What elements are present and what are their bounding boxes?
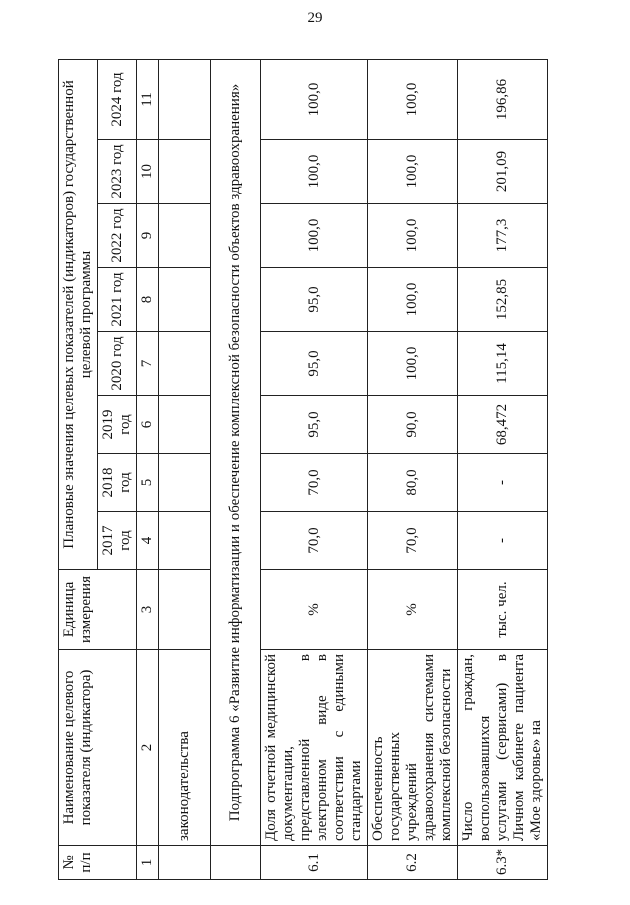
header-year: 2024 год	[98, 59, 137, 139]
subprogram-row	[211, 59, 261, 879]
row-name: Обеспеченность государственных учреждений здравоохранения системами комплексной безопасности	[368, 650, 458, 846]
index-cell: 1	[137, 846, 159, 880]
index-cell: 10	[137, 140, 159, 204]
rotated-table-container	[58, 60, 608, 880]
table-row	[261, 59, 368, 879]
row-value: 70,0	[368, 512, 458, 570]
index-cell: 4	[137, 512, 159, 570]
table-row	[368, 59, 458, 879]
row-value: -	[458, 512, 548, 570]
row-value: 201,09	[458, 140, 548, 204]
header-year: 2019 год	[98, 396, 137, 454]
index-row	[137, 59, 159, 879]
row-value: 95,0	[261, 332, 368, 396]
row-value: 100,0	[261, 204, 368, 268]
row-value: 70,0	[261, 454, 368, 512]
table-row	[458, 59, 548, 879]
row-num: 6.2	[368, 846, 458, 880]
row-value: 100,0	[368, 59, 458, 139]
index-cell: 6	[137, 396, 159, 454]
row-unit: тыс. чел.	[458, 570, 548, 650]
row-value: 100,0	[368, 140, 458, 204]
row-value: 196,86	[458, 59, 548, 139]
index-cell: 7	[137, 332, 159, 396]
header-year: 2021 год	[98, 268, 137, 332]
row-value: 95,0	[261, 396, 368, 454]
row-name: Доля отчетной медицинской документации, представленной в электронном виде в соответствии с едиными стандартами	[261, 650, 368, 846]
index-cell: 8	[137, 268, 159, 332]
row-num: 6.3*	[458, 846, 548, 880]
row-value: 177,3	[458, 204, 548, 268]
row-value: 115,14	[458, 332, 548, 396]
index-cell: 3	[137, 570, 159, 650]
header-name: Наименование целевого показателя (индикатора)	[59, 650, 137, 846]
row-value: 90,0	[368, 396, 458, 454]
row-value: 100,0	[368, 204, 458, 268]
row-value: 100,0	[261, 59, 368, 139]
header-num: № п/п	[59, 846, 137, 880]
header-year: 2022 год	[98, 204, 137, 268]
continuation-text: законодательства	[159, 650, 211, 846]
index-cell: 5	[137, 454, 159, 512]
index-cell: 2	[137, 650, 159, 846]
header-year: 2018 год	[98, 454, 137, 512]
row-unit: %	[368, 570, 458, 650]
row-value: 100,0	[261, 140, 368, 204]
header-year: 2017 год	[98, 512, 137, 570]
subprogram-title: Подпрограмма 6 «Развитие информатизации и обеспечение комплексной безопасности объектов здравоохранения»	[211, 59, 261, 845]
index-cell: 9	[137, 204, 159, 268]
row-value: 152,85	[458, 268, 548, 332]
row-unit: %	[261, 570, 368, 650]
row-num: 6.1	[261, 846, 368, 880]
continuation-row	[159, 59, 211, 879]
row-name: Число граждан, воспользовавшихся услугами (сервисами) в Личном кабинете пациента «Мое здоровье» на	[458, 650, 548, 846]
page-number: 29	[307, 10, 323, 26]
header-plan: Плановые значения целевых показателей (индикаторов) государственной целевой программы	[59, 59, 98, 569]
row-value: 100,0	[368, 332, 458, 396]
header-unit: Единица измерения	[59, 570, 137, 650]
row-value: 80,0	[368, 454, 458, 512]
row-value: 68,472	[458, 396, 548, 454]
row-value: 100,0	[368, 268, 458, 332]
indicators-table	[58, 59, 548, 880]
row-value: 70,0	[261, 512, 368, 570]
header-row-1	[59, 59, 98, 879]
row-value: -	[458, 454, 548, 512]
header-year: 2020 год	[98, 332, 137, 396]
header-year: 2023 год	[98, 140, 137, 204]
row-value: 95,0	[261, 268, 368, 332]
index-cell: 11	[137, 59, 159, 139]
